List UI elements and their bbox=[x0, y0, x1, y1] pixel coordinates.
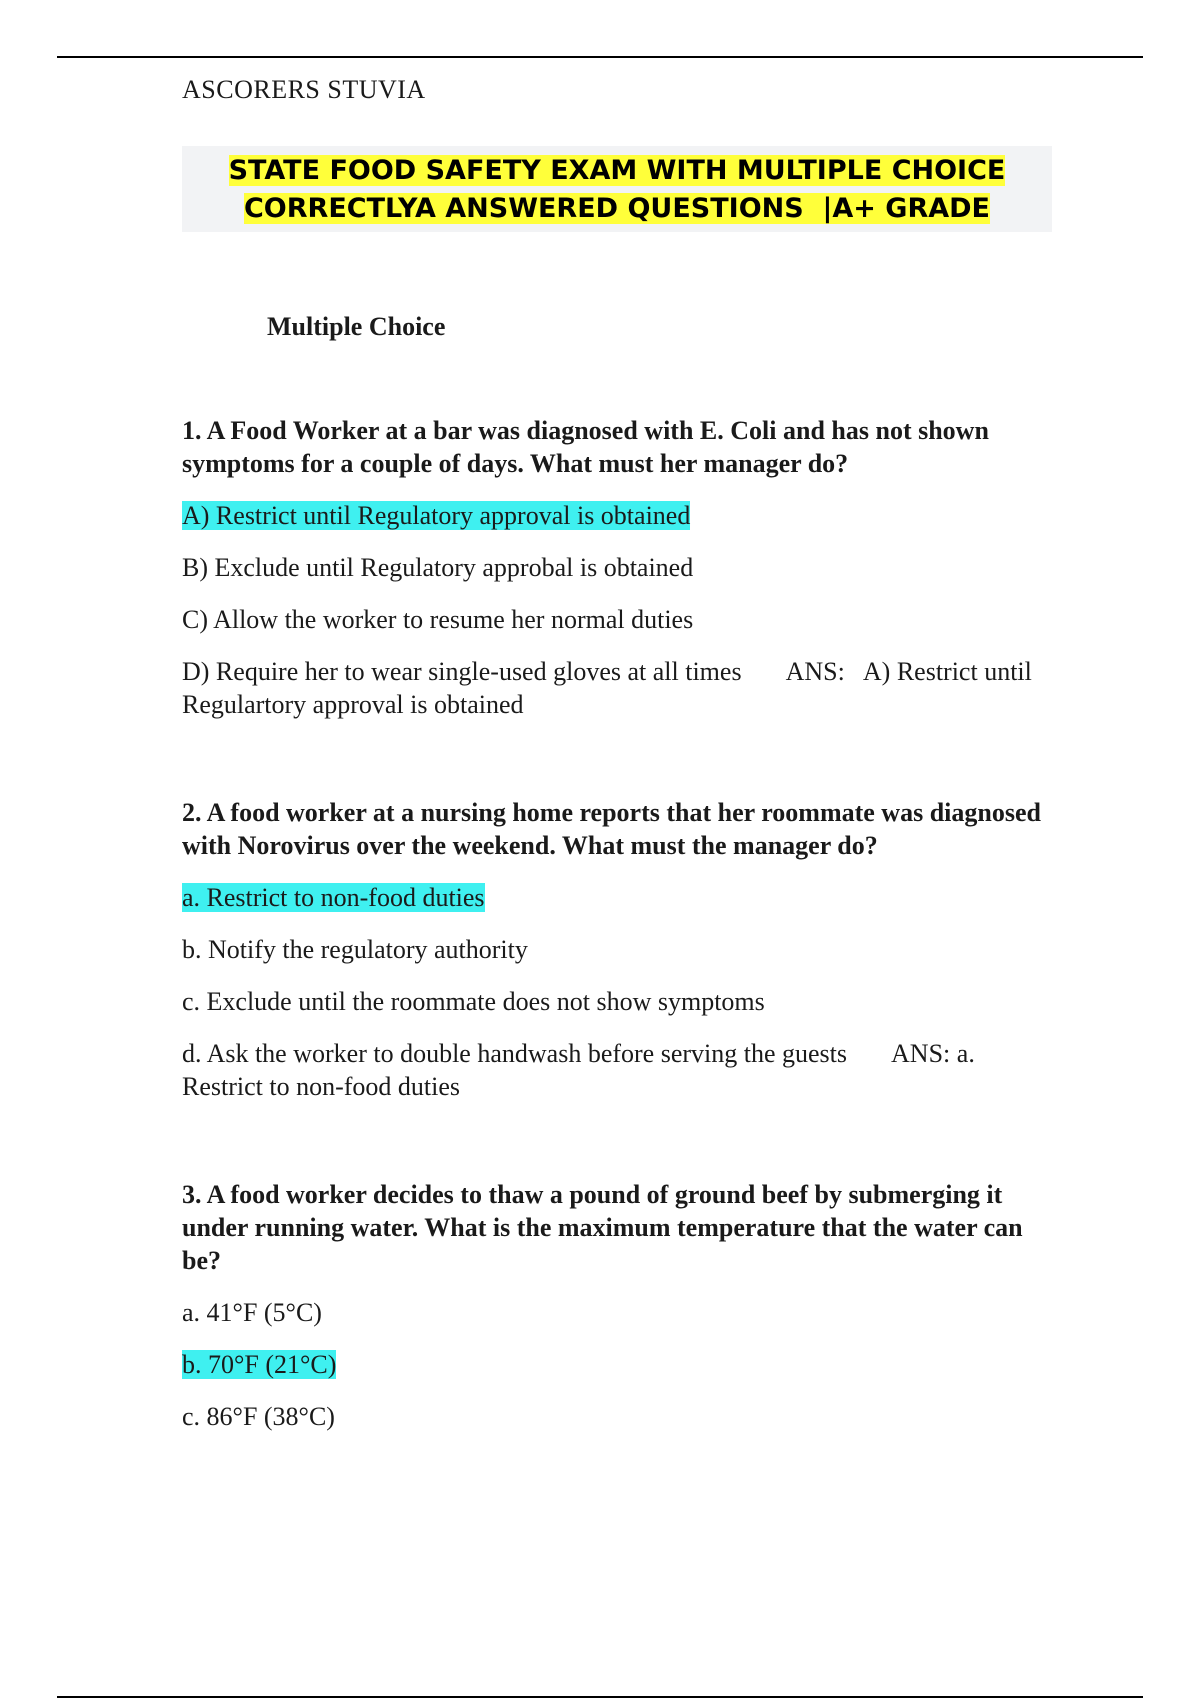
page-header: ASCORERS STUVIA bbox=[182, 75, 426, 104]
highlighted-answer: b. 70°F (21°C) bbox=[182, 1350, 337, 1379]
answer-label: ANS: bbox=[891, 1039, 951, 1068]
section-heading: Multiple Choice bbox=[267, 312, 446, 341]
question-2 bbox=[182, 796, 1052, 1103]
title-line-2: CORRECTLYA ANSWERED QUESTIONS |A+ GRADE bbox=[243, 193, 990, 224]
highlighted-answer: a. Restrict to non-food duties bbox=[182, 883, 485, 912]
question-3 bbox=[182, 1178, 1052, 1433]
document-title bbox=[182, 146, 1052, 232]
answer-text: a. Restrict to non-food duties bbox=[182, 1039, 975, 1101]
option-c: c. 86°F (38°C) bbox=[182, 1402, 335, 1431]
option-a: a. 41°F (5°C) bbox=[182, 1298, 322, 1327]
option-b: b. Notify the regulatory authority bbox=[182, 935, 528, 964]
answer-text: A) Restrict until Regulartory approval is obtained bbox=[182, 657, 1032, 719]
option-d-with-answer bbox=[182, 1037, 1052, 1103]
title-line-1: STATE FOOD SAFETY EXAM WITH MULTIPLE CHOICE bbox=[228, 155, 1006, 186]
top-rule bbox=[57, 56, 1143, 58]
option-b: B) Exclude until Regulatory approbal is obtained bbox=[182, 553, 694, 582]
question-prompt: 2. A food worker at a nursing home reports that her roommate was diagnosed with Norovirus over the weekend. What must the manager do? bbox=[182, 798, 1041, 860]
question-prompt: 3. A food worker decides to thaw a pound of ground beef by submerging it under running water. What is the maximum temperature that the water can be? bbox=[182, 1180, 1023, 1275]
question-1 bbox=[182, 414, 1052, 721]
question-prompt: 1. A Food Worker at a bar was diagnosed with E. Coli and has not shown symptoms for a couple of days. What must her manager do? bbox=[182, 416, 989, 478]
option-d: D) Require her to wear single-used gloves at all times bbox=[182, 657, 742, 686]
answer-label: ANS: bbox=[785, 657, 845, 686]
option-d: d. Ask the worker to double handwash before serving the guests bbox=[182, 1039, 848, 1068]
document-page bbox=[182, 70, 1052, 1433]
option-b bbox=[182, 1348, 1052, 1381]
option-a bbox=[182, 499, 1052, 532]
bottom-rule bbox=[57, 1696, 1143, 1698]
highlighted-answer: A) Restrict until Regulatory approval is obtained bbox=[182, 501, 691, 530]
option-d-with-answer bbox=[182, 655, 1052, 721]
option-c: C) Allow the worker to resume her normal duties bbox=[182, 605, 694, 634]
option-a bbox=[182, 881, 1052, 914]
option-c: c. Exclude until the roommate does not show symptoms bbox=[182, 987, 765, 1016]
